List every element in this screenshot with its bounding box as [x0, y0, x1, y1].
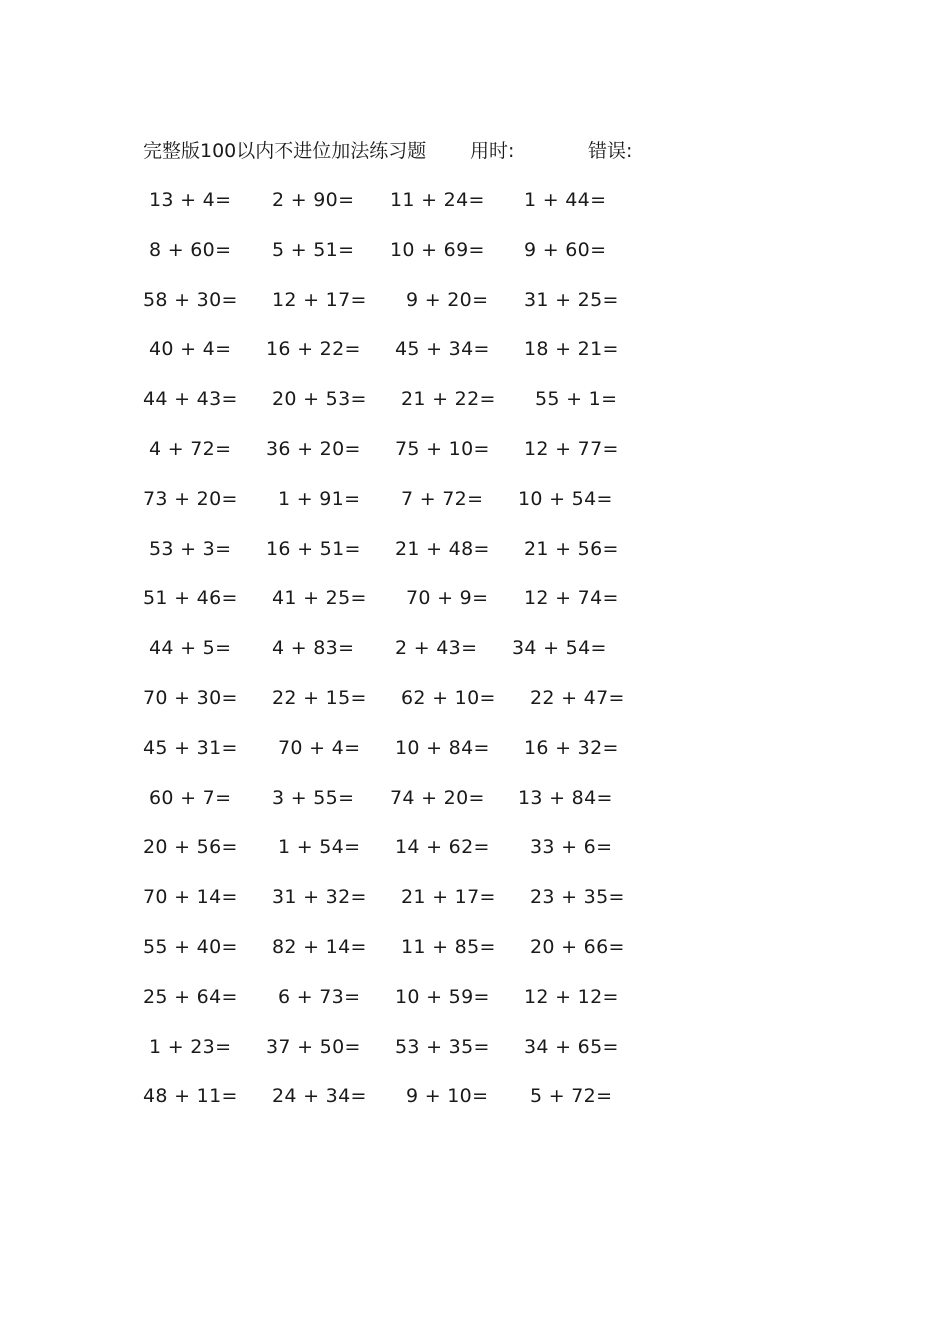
- addition-problem: 12 + 17=: [272, 288, 367, 311]
- worksheet-title: 完整版100以内不进位加法练习题: [143, 140, 427, 162]
- problem-row: [143, 832, 623, 862]
- addition-problem: 41 + 25=: [272, 587, 367, 610]
- addition-problem: 73 + 20=: [143, 487, 238, 510]
- addition-problem: 25 + 64=: [143, 985, 238, 1008]
- addition-problem: 45 + 34=: [395, 338, 490, 361]
- addition-problem: 20 + 66=: [530, 936, 625, 958]
- error-label: 错误:: [588, 140, 633, 162]
- addition-problem: 34 + 54=: [512, 637, 607, 660]
- problem-row: [143, 534, 623, 564]
- addition-problem: 23 + 35=: [530, 886, 625, 909]
- problem-row: [143, 185, 623, 215]
- problem-row: [143, 1032, 623, 1062]
- addition-problem: 1 + 54=: [278, 836, 361, 859]
- addition-problem: 70 + 30=: [143, 687, 238, 709]
- addition-problem: 70 + 14=: [143, 886, 238, 909]
- addition-problem: 70 + 4=: [278, 736, 361, 759]
- problem-row: [143, 882, 623, 912]
- addition-problem: 11 + 85=: [401, 936, 496, 958]
- addition-problem: 9 + 10=: [406, 1085, 489, 1108]
- problem-row: [143, 484, 623, 514]
- addition-problem: 12 + 77=: [524, 438, 619, 460]
- addition-problem: 74 + 20=: [390, 786, 485, 809]
- problem-row: [143, 633, 623, 663]
- addition-problem: 55 + 40=: [143, 936, 238, 958]
- addition-problem: 40 + 4=: [149, 338, 232, 361]
- addition-problem: 75 + 10=: [395, 438, 490, 460]
- addition-problem: 13 + 4=: [149, 189, 232, 211]
- problem-row: [143, 733, 623, 763]
- problem-row: [143, 384, 623, 414]
- addition-problem: 10 + 59=: [395, 985, 490, 1008]
- problem-row: [143, 982, 623, 1012]
- addition-problem: 22 + 15=: [272, 687, 367, 709]
- addition-problem: 60 + 7=: [149, 786, 232, 809]
- addition-problem: 53 + 3=: [149, 537, 232, 560]
- addition-problem: 14 + 62=: [395, 836, 490, 859]
- addition-problem: 4 + 72=: [149, 438, 232, 460]
- addition-problem: 12 + 12=: [524, 985, 619, 1008]
- addition-problem: 62 + 10=: [401, 687, 496, 709]
- addition-problem: 20 + 56=: [143, 836, 238, 859]
- problem-row: [143, 783, 623, 813]
- addition-problem: 37 + 50=: [266, 1035, 361, 1058]
- addition-problem: 1 + 23=: [149, 1035, 232, 1058]
- addition-problem: 45 + 31=: [143, 736, 238, 759]
- addition-problem: 33 + 6=: [530, 836, 613, 859]
- addition-problem: 2 + 90=: [272, 189, 355, 211]
- addition-problem: 10 + 69=: [390, 238, 485, 261]
- addition-problem: 51 + 46=: [143, 587, 238, 610]
- addition-problem: 53 + 35=: [395, 1035, 490, 1058]
- addition-problem: 2 + 43=: [395, 637, 478, 660]
- addition-problem: 7 + 72=: [401, 487, 484, 510]
- addition-problem: 5 + 72=: [530, 1085, 613, 1108]
- addition-problem: 16 + 22=: [266, 338, 361, 361]
- addition-problem: 21 + 48=: [395, 537, 490, 560]
- addition-problem: 12 + 74=: [524, 587, 619, 610]
- addition-problem: 36 + 20=: [266, 438, 361, 460]
- problem-row: [143, 1081, 623, 1111]
- problem-row: [143, 583, 623, 613]
- problem-row: [143, 235, 623, 265]
- addition-problem: 44 + 5=: [149, 637, 232, 660]
- addition-problem: 44 + 43=: [143, 388, 238, 411]
- addition-problem: 22 + 47=: [530, 687, 625, 709]
- addition-problem: 4 + 83=: [272, 637, 355, 660]
- addition-problem: 21 + 17=: [401, 886, 496, 909]
- addition-problem: 6 + 73=: [278, 985, 361, 1008]
- addition-problem: 20 + 53=: [272, 388, 367, 411]
- addition-problem: 58 + 30=: [143, 288, 238, 311]
- addition-problem: 16 + 51=: [266, 537, 361, 560]
- addition-problem: 9 + 60=: [524, 238, 607, 261]
- problem-row: [143, 334, 623, 364]
- addition-problem: 13 + 84=: [518, 786, 613, 809]
- problem-row: [143, 434, 623, 464]
- addition-problem: 18 + 21=: [524, 338, 619, 361]
- addition-problem: 16 + 32=: [524, 736, 619, 759]
- time-label: 用时:: [470, 140, 515, 162]
- addition-problem: 34 + 65=: [524, 1035, 619, 1058]
- addition-problem: 9 + 20=: [406, 288, 489, 311]
- addition-problem: 70 + 9=: [406, 587, 489, 610]
- addition-problem: 1 + 91=: [278, 487, 361, 510]
- addition-problem: 31 + 25=: [524, 288, 619, 311]
- addition-problem: 48 + 11=: [143, 1085, 238, 1108]
- problem-row: [143, 932, 623, 962]
- addition-problem: 82 + 14=: [272, 936, 367, 958]
- addition-problem: 24 + 34=: [272, 1085, 367, 1108]
- worksheet-header: [143, 136, 663, 166]
- addition-problem: 10 + 54=: [518, 487, 613, 510]
- addition-problem: 55 + 1=: [535, 388, 618, 411]
- addition-problem: 8 + 60=: [149, 238, 232, 261]
- problem-row: [143, 285, 623, 315]
- addition-problem: 11 + 24=: [390, 189, 485, 211]
- addition-problem: 1 + 44=: [524, 189, 607, 211]
- addition-problem: 31 + 32=: [272, 886, 367, 909]
- addition-problem: 21 + 22=: [401, 388, 496, 411]
- addition-problem: 21 + 56=: [524, 537, 619, 560]
- addition-problem: 5 + 51=: [272, 238, 355, 261]
- problem-row: [143, 683, 623, 713]
- addition-problem: 10 + 84=: [395, 736, 490, 759]
- addition-problem: 3 + 55=: [272, 786, 355, 809]
